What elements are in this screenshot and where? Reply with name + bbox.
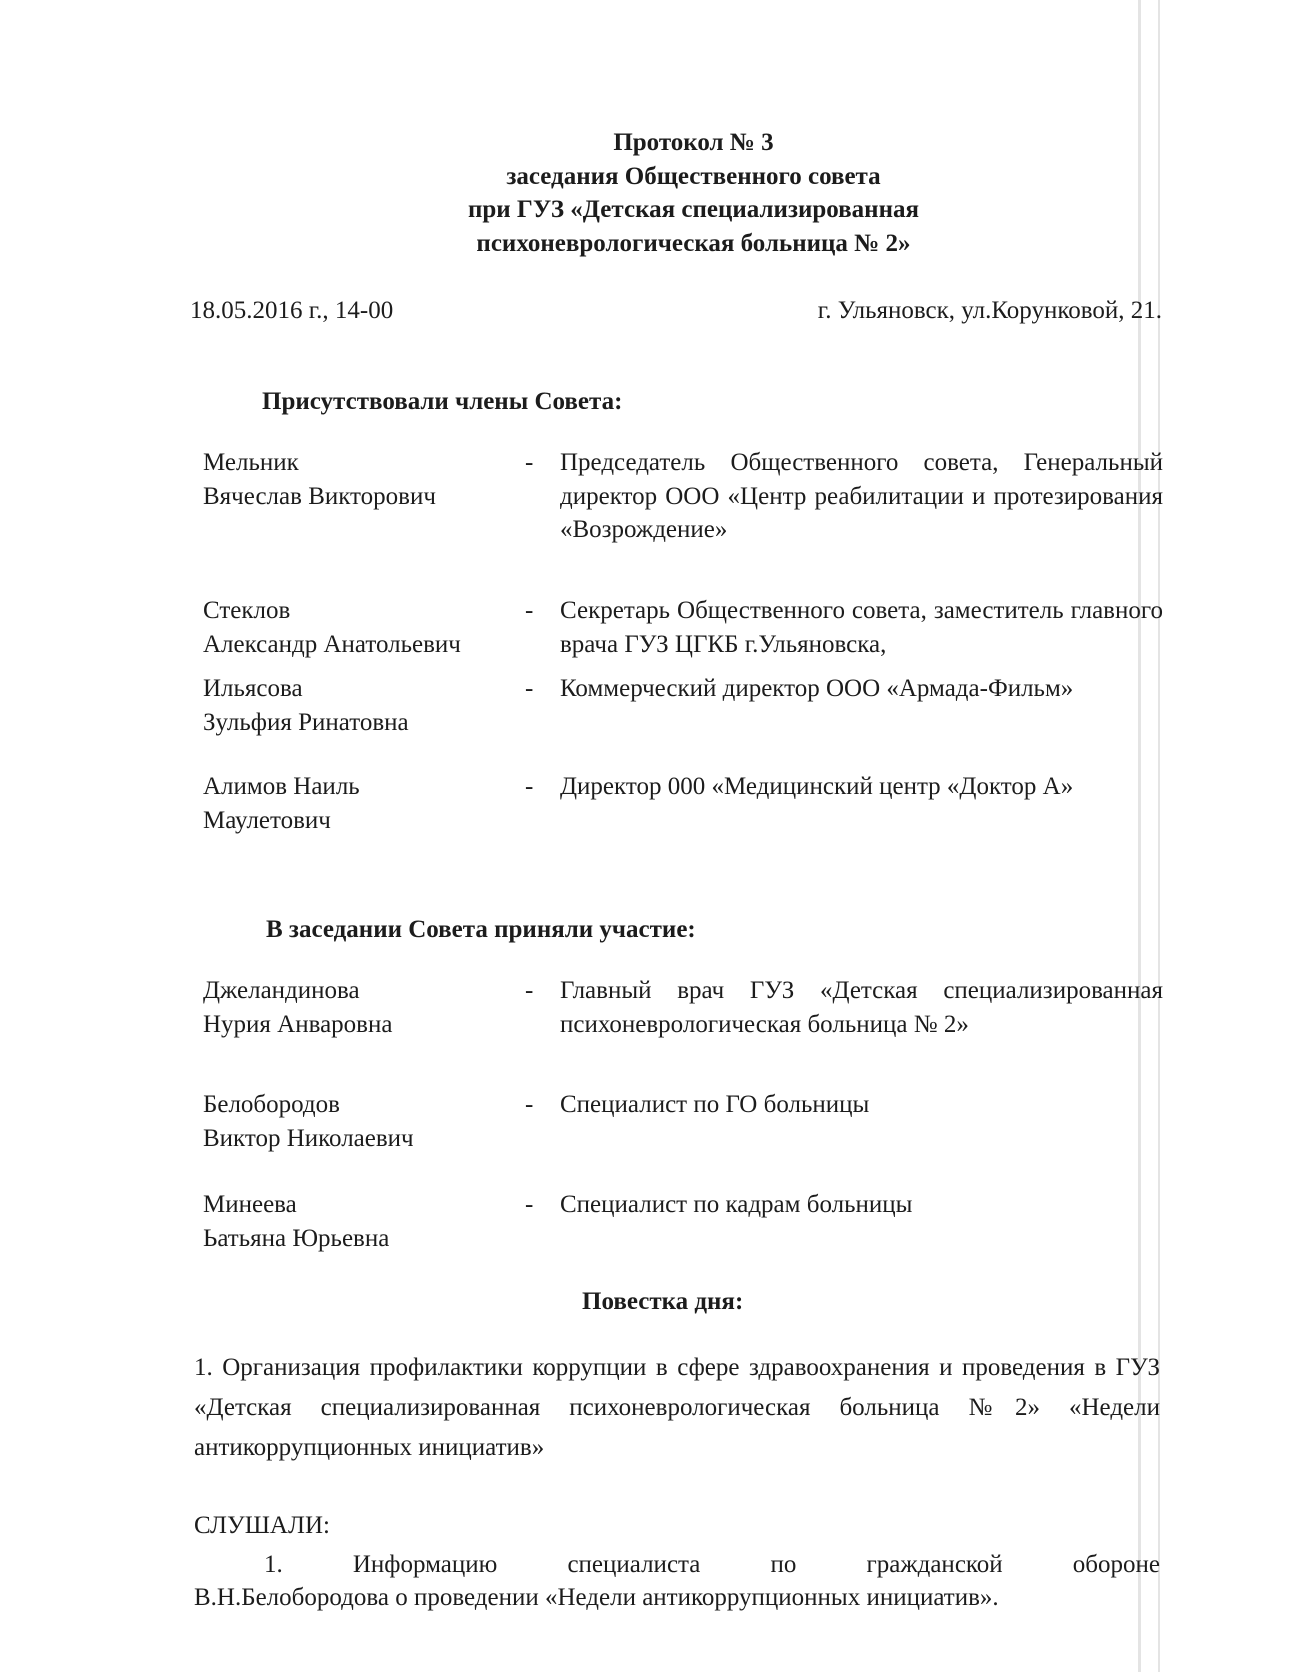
title-line-2: заседания Общественного совета: [506, 162, 881, 190]
dash: -: [525, 675, 534, 702]
dash: -: [525, 773, 534, 800]
participant-role: Специалист по кадрам больницы: [560, 1191, 913, 1218]
participant-name: Джеландинова Нурия Анваровна: [203, 977, 393, 1038]
heard-item-1-line-2: В.Н.Белобородова о проведении «Недели антикоррупционных инициатив».: [194, 1584, 999, 1611]
meeting-location: г. Ульяновск, ул.Корунковой, 21.: [817, 297, 1162, 324]
member-role: Директор 000 «Медицинский центр «Доктор А»: [560, 773, 1074, 800]
dash: -: [525, 977, 534, 1004]
member-name: Алимов Наиль Маулетович: [203, 773, 360, 834]
participant-role: Главный врач ГУЗ «Детская специализированная психоневрологическая больница № 2»: [560, 977, 1163, 1038]
member-name: Ильясова Зульфия Ринатовна: [203, 675, 409, 736]
meeting-date-time: 18.05.2016 г., 14-00: [190, 297, 394, 324]
title-line-3: при ГУЗ «Детская специализированная: [467, 196, 920, 223]
present-heading: Присутствовали члены Совета:: [262, 388, 623, 415]
participant-name: Белобородов Виктор Николаевич: [203, 1091, 414, 1152]
heard-heading: СЛУШАЛИ:: [194, 1512, 330, 1539]
dash: -: [525, 1091, 534, 1118]
heard-item-1: [194, 1548, 1160, 1614]
participant-name: Минеева Ьатьяна Юрьевна: [203, 1191, 390, 1252]
title-line-1: Протокол № 3: [613, 129, 774, 156]
member-role: Председатель Общественного совета, Генеральный директор ООО «Центр реабилитации и протезирования «Возрождение»: [560, 449, 1163, 543]
dash: -: [525, 449, 534, 476]
member-role: Коммерческий директор ООО «Армада-Фильм»: [560, 675, 1074, 702]
participant-role: Специалист по ГО больницы: [560, 1091, 870, 1118]
participated-heading: В заседании Совета приняли участие:: [266, 916, 696, 943]
dash: -: [525, 1191, 534, 1218]
dash: -: [525, 597, 534, 624]
agenda-item-1: 1. Организация профилактики коррупции в сфере здравоохранения и проведения в ГУЗ «Детская специализированная психоневрологическая больница №2» «Недели антикоррупционных инициатив»: [194, 1354, 1160, 1461]
document-title: [0, 126, 1305, 260]
member-role: Секретарь Общественного совета, заместитель главного врача ГУЗ ЦГКБ г.Ульяновска,: [560, 597, 1163, 658]
member-name: Стеклов Александр Анатольевич: [203, 597, 461, 658]
member-name: Мельник Вячеслав Викторович: [203, 449, 436, 510]
agenda-heading: Повестка дня:: [582, 1288, 744, 1315]
title-line-4: психоневрологическая больница № 2»: [476, 229, 911, 257]
heard-item-1-line-1: 1. Информацию специалиста по гражданской обороне: [264, 1551, 1160, 1578]
